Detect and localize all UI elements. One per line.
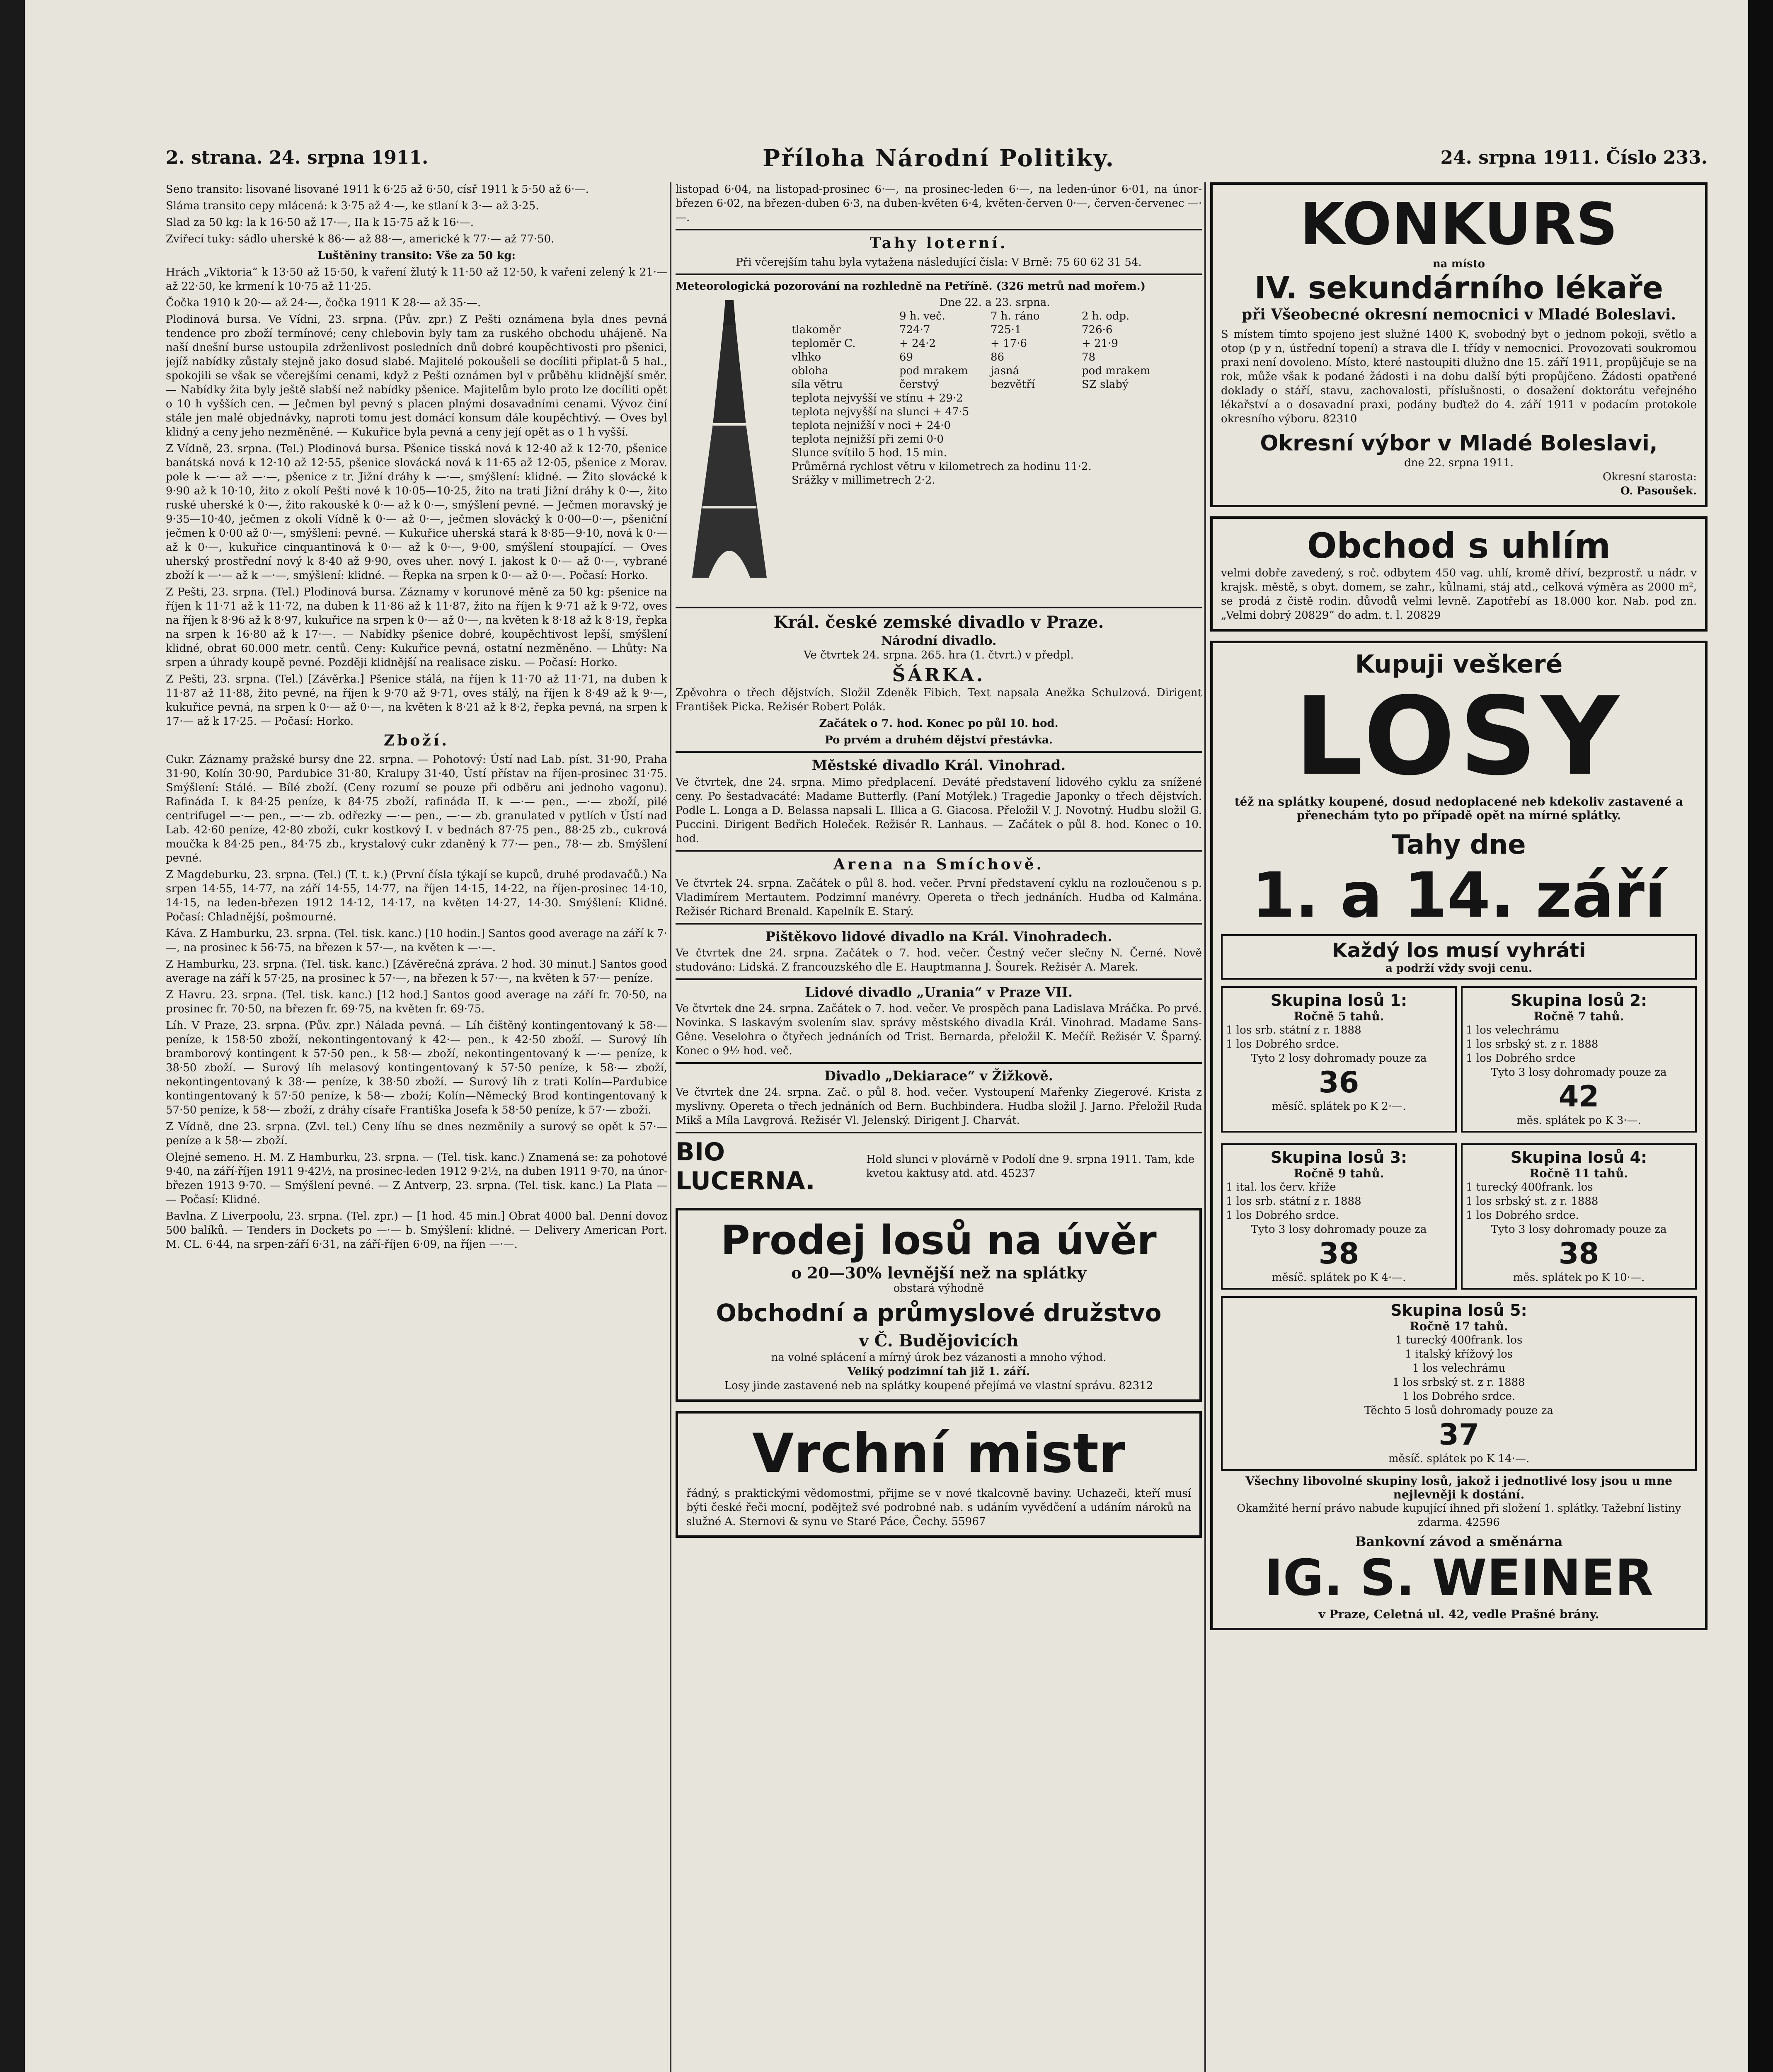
bio-name: BIO LUCERNA. [676, 1138, 815, 1196]
divider [676, 850, 1202, 852]
group-note: Tyto 2 losy dohromady pouze za [1251, 1052, 1427, 1065]
group-item: 1 los srbský st. z r. 1888 [1393, 1376, 1525, 1389]
weather-header-row [792, 310, 1198, 323]
weather-cell: 69 [899, 351, 913, 363]
weather-row [792, 351, 1198, 364]
column-market-reports [166, 182, 667, 2072]
theatre-start: Začátek o 7. hod. Konec po půl 10. hod. [819, 717, 1058, 730]
theatre-title: Divadlo „Dekiarace“ v Žižkově. [824, 1068, 1053, 1084]
paragraph: Z Havru. 23. srpna. (Tel. tisk. kanc.) [12 hod.] Santos good average na září fr. 70·50, na prosinec fr. 70·50, na březen fr. 69·75, na květen fr. 69·75. [166, 989, 667, 1015]
paragraph: Líh. V Praze, 23. srpna. (Pův. zpr.) Nálada pevná. — Líh čištěný kontingentovaný k 58·— peníze, k 158·50 zboží, nekontingentovaný k 42·— pen., k 42·50 zboží. — Surový líh bramborový kontingent k 57·50 pen., k 58·— zboží, nekontingentovaný k —·— peníze, k 38·50 zboží. — Surový líh melasový kontingentovaný k 57·50 peníze, k 58·— zboží, nekontingentovaný k 38·— peníze, k 38·50 zboží. — Surový líh z trati Kolín—Pardubice kontingentovaný k 57·50 peníze, k 58·— zboží; Kolín—Německý Brod kontingentovaný k 57·50 peníze, k 58·— zboží, z dráhy císaře Františka Josefa k 58·50 peníze, k 57·— zboží. [166, 1019, 667, 1116]
lottery-tickets-ad [1210, 641, 1708, 1630]
ad-line: Všechny libovolné skupiny losů, jakož i jednotlivé losy jsou u mne nejlevněji k dostání. [1245, 1474, 1672, 1501]
weather-extra: teplota nejnižší při zemi 0·0 [792, 433, 944, 445]
win-guarantee-box [1221, 934, 1697, 980]
bank-address: v Praze, Celetná ul. 42, vedle Prašné brány. [1318, 1607, 1599, 1621]
ad-line: Okamžité herní právo nabude kupující ihned při složení 1. splátky. Tažební listiny zdarma. 42596 [1236, 1502, 1681, 1529]
ad-title: LOSY [1294, 674, 1623, 799]
column-announcements [676, 182, 1202, 2072]
paragraph: Z Magdeburku, 23. srpna. (Tel.) (T. t. k.) (První čísla týkají se kupců, druhé prodavačů.) Na srpen 14·55, 14·77, na září 14·55, 14·77, na říjen 14·15, 14·22, na říjen-prosinec 14·10, 14·15, na leden-březen 1912 14·12, 14·17, na květen 14·27, 14·30. Smýšlení: Klidné. Počasí: Chladnější, pošmourné. [166, 869, 667, 923]
theatre-text: Ve čtvrtek dne 24. srpna. Zač. o půl 8. hod. večer. Vystoupení Mařenky Ziegerové. Krista z myslivny. Opereta o třech jednáních od Bern. Buchbindera. Hudba složil J. Jarno. Přeložil Ruda Mikš a Míla Lavgrová. Režisér Vl. Jelenský. Dirigent J. Charvát. [676, 1086, 1202, 1127]
weather-row-label: obloha [792, 365, 828, 377]
lottery-groups [1221, 983, 1697, 1293]
weather-col: 9 h. več. [899, 310, 945, 322]
ad-draw-date: 1. a 14. září [1252, 859, 1666, 932]
weather-extra: teplota nejnižší v noci + 24·0 [792, 419, 951, 432]
lottery-group [1461, 1143, 1697, 1290]
ad-draw-title: Tahy dne [1392, 830, 1526, 860]
group-draws: Ročně 5 tahů. [1293, 1009, 1384, 1023]
ad-title: KONKURS [1300, 191, 1618, 258]
weather-col: 7 h. ráno [991, 310, 1040, 322]
newspaper-page [25, 0, 1756, 2072]
weather-row-label: vlhko [792, 351, 821, 363]
header-right: 24. srpna 1911. Číslo 233. [1440, 147, 1708, 168]
group-install: měsíč. splátek po K 2·—. [1272, 1100, 1406, 1113]
weather-cell: 86 [991, 351, 1005, 363]
paragraph: Slad za 50 kg: la k 16·50 až 17·—, IIa k 15·75 až k 16·—. [166, 216, 474, 229]
paragraph: Z Vídně, 23. srpna. (Tel.) Plodinová bursa. Pšenice tisská nová k 12·40 až k 12·70, pšenice banátská nová k 12·10 až 12·55, pšenice slovácká nová k 11·65 až 12·05, pšenice z Morav. pole k —·— až —·—, pšenice z tr. Jižní dráhy k —·—, smýšlení: klidné. — Žito slovácké k 9·90 až k 10·10, žito z okolí Pešti nové k 10·05—10·25, žito na trati Jižní dráhy k 0·—, žito ruské uherské k 0·—, žito rakouské k 0·— až k 0·—, smýšlení pevné. — Ječmen moravský je 9·35—10·40, ječmen z okolí Vídně k 0·— až 0·—, ječmen slovácký k 0·00—0·—, pšeniční ječmen k 0·00 až 0·—, smýšlení: pevné. — Kukuřice uherská stará k 8·85—9·10, nová k 0·— až k 0·—, kukuřice cinquantinová k 0·— až k 0·—, 9·00, smýšlení stoupající. — Oves uherský prostřední nový k 8·40 až 9·90, oves uher. nový I. jakost k 0·— až 0·—, vybrané zboží k —·— až k —·—, smýšlení: klidné. — Řepka na srpen k 0·— až 0·—. Počasí: Horko. [166, 443, 667, 582]
job-ad [676, 1411, 1202, 1538]
weather-row [792, 337, 1198, 351]
weather-title: Meteorologická pozorování na rozhledně na Petříně. (326 metrů nad mořem.) [676, 280, 1146, 293]
group-item: 1 los Dobrého srdce. [1402, 1390, 1516, 1403]
group-draws: Ročně 11 tahů. [1529, 1167, 1628, 1180]
ad-text: S místem tímto spojeno jest služné 1400 K, svobodný byt o jednom pokoji, světlo a otop (p y n, ústřední topení) a strava dle I. třídy v nemocnici. Provozovati soukromou praxi není dovoleno. Místo, které nastoupiti dlužno dne 15. září 1911, propůjčuje se na rok, může však k podané žádosti i na dobu další býti propůjčeno. Žádosti opatřené doklady o stáří, stavu, zachovalosti, příslušnosti, o dosažení doktorátu veřejného lékařství a o dosavadní praxi, podány buďtež do 4. září 1911 v podacím protokole okresního výboru. 82310 [1221, 328, 1697, 425]
weather-cell: bezvětří [991, 378, 1035, 391]
lottery-title: Tahy loterní. [870, 235, 1008, 252]
ad-signature: Okresní výbor v Mladé Boleslavi, [1260, 431, 1658, 456]
paragraph: Hrách „Viktoria“ k 13·50 až 15·50, k vaření žlutý k 11·50 až 12·50, k vaření zelený k 21·— až 22·50, ke krmení k 10·75 až 11·25. [166, 266, 667, 293]
group-item: 1 los Dobrého srdce. [1466, 1209, 1579, 1222]
weather-row-label: tlakoměr [792, 324, 841, 336]
paragraph: Seno transito: lisované lisované 1911 k 6·25 až 6·50, císř 1911 k 5·50 až 6·—. [166, 183, 589, 196]
paragraph: Sláma transito cepy mlácená: k 3·75 až 4·—, ke stlaní k 3·— až 3·25. [166, 200, 539, 212]
divider [676, 229, 1202, 230]
group-install: měsíč. splátek po K 14·—. [1388, 1452, 1530, 1465]
ad-subtitle: IV. sekundárního lékaře [1254, 270, 1664, 306]
ad-line: a podrží vždy svoji cenu. [1385, 962, 1532, 975]
divider [676, 751, 1202, 753]
theatre-note: Po prvém a druhém dějství přestávka. [825, 734, 1053, 746]
weather-row [792, 323, 1198, 337]
group-install: měs. splátek po K 3·—. [1516, 1114, 1641, 1127]
lottery-group [1221, 1143, 1457, 1290]
ad-line: na místo [1432, 258, 1485, 270]
group-item: 1 turecký 400frank. los [1395, 1334, 1523, 1346]
divider [676, 1062, 1202, 1064]
weather-row [792, 378, 1198, 392]
weather-cell: + 24·2 [899, 337, 936, 350]
group-item: 1 los Dobrého srdce. [1226, 1209, 1339, 1222]
paragraph: Zvířecí tuky: sádlo uherské k 86·— až 88·—, americké k 77·— až 77·50. [166, 233, 555, 245]
group-item: 1 los velechrámu [1466, 1024, 1559, 1036]
paragraph: Bavlna. Z Liverpoolu, 23. srpna. (Tel. zpr.) — [1 hod. 45 min.] Obrat 4000 bal. Denní dovoz 500 balíků. — Tenders in Dockets po —·— b. Smýšlení: klidné. — Delivery American Port. M. CL. 6·44, na srpen-září 6·31, na září-říjen 6·09, na říjen —·—. [166, 1210, 667, 1251]
ad-text: řádný, s praktickými vědomostmi, přijme se v nové tkalcovně baviny. Uchazeči, kteří musí býti české řeči mocní, podějtež své podrobné nab. s udáním vyvědčení a udáním nároků na služné A. Sternovi & synu ve Staré Páce, Čechy. 55967 [686, 1487, 1191, 1528]
lottery-text: Při včerejším tahu byla vytažena následující čísla: V Brně: 75 60 62 31 54. [736, 256, 1142, 269]
weather-cell: + 17·6 [991, 337, 1027, 350]
theatre-text: Ve čtvrtek, dne 24. srpna. Mimo předplacení. Deváté představení lidového cyklu za snížené ceny. Po šestadvacáté: Madame Butterfly. (Paní Motýlek.) Tragedie Japonky o třech dějstvích. Podle L. Longa a D. Belassa napsali L. Illica a G. Giacosa. Přeložil V. J. Novotný. Hudbu složil G. Puccini. Dirigent Bedřich Holeček. Režisér R. Lanhaus. — Začátek o půl 8. hod. Konec o 10. hod. [676, 776, 1202, 845]
group-price: 36 [1318, 1065, 1359, 1099]
ad-date: dne 22. srpna 1911. [1404, 457, 1514, 469]
lottery-group [1221, 986, 1457, 1133]
ad-line: Každý los musí vyhráti [1332, 939, 1586, 962]
paragraph: Olejné semeno. H. M. Z Hamburku, 23. srpna. — (Tel. tisk. kanc.) Znamená se: za pohotové 9·40, na září-říjen 1911 9·42½, na prosinec-leden 1912 9·2½, na duben 1911 9·70, na únor-březen 1913 9·70. — Smýšlení pevné. — Z Antverp, 23. srpna. (Tel. tisk. kanc.) La Plata — — Počasí: Klidné. [166, 1151, 667, 1206]
weather-cell: SZ slabý [1082, 378, 1129, 391]
theatre-subtitle: Národní divadlo. [881, 634, 997, 648]
divider [676, 978, 1202, 980]
paragraph: Z Pešti, 23. srpna. (Tel.) [Závěrka.] Pšenice stálá, na říjen k 11·70 až 11·71, na duben k 11·87 až 11·88, žito pevné, na říjen k 9·70 až 9·71, oves stálý, na říjen k 8·49 až k 9·—, kukuřice pevná, na srpen k 0·— až 0·—, na květen k 8·21 až k 8·2, řepka pevná, na srpen k 17·— až k 17·25. — Počasí: Horko. [166, 673, 667, 728]
konkurs-ad [1210, 182, 1708, 507]
ad-line: o 20—30% levnější než na splátky [791, 1264, 1087, 1282]
ad-role: Okresní starosta: [1603, 471, 1697, 483]
ad-line: Losy jinde zastavené neb na splátky koupené přejímá ve vlastní správu. 82312 [724, 1380, 1153, 1392]
weather-cell: + 21·9 [1082, 337, 1118, 350]
theatre-text: Ve čtvrtek 24. srpna. Začátek o půl 8. hod. večer. První představení cyklu na rozloučenou s p. Vladimírem Mertautem. Podzimní manévry. Opereta o třech jednáních. Hudba od Kalmána. Režisér Richard Brenald. Kapelník E. Starý. [676, 877, 1202, 918]
weather-cell: pod mrakem [899, 365, 968, 377]
header-center: Příloha Národní Politiky. [763, 145, 1115, 172]
weather-row [792, 364, 1198, 378]
petrin-tower-icon [684, 292, 775, 582]
divider [676, 923, 1202, 925]
page-header [166, 147, 1708, 176]
group-note: Tyto 3 losy dohromady pouze za [1251, 1223, 1427, 1236]
ad-title: Obchod s uhlím [1307, 525, 1611, 566]
group-note: Tyto 3 losy dohromady pouze za [1491, 1066, 1667, 1079]
weather-cell: 726·6 [1082, 324, 1113, 336]
weather-cell: jasná [991, 365, 1020, 377]
ad-person: O. Pasoušek. [1620, 485, 1697, 497]
bio-text: Hold slunci v plovárně v Podolí dne 9. srpna 1911. Tam, kde kvetou kaktusy atd. atd. 45237 [866, 1153, 1195, 1180]
bank-name: IG. S. WEINER [1264, 1549, 1654, 1607]
weather-row-label: teploměr C. [792, 337, 856, 350]
ad-line: při Všeobecné okresní nemocnici v Mladé Boleslavi. [1242, 306, 1676, 323]
weather-extra: Průměrná rychlost větru v kilometrech za hodinu 11·2. [792, 460, 1092, 473]
lottery-group [1221, 1296, 1697, 1471]
weather-cell: pod mrakem [1082, 365, 1151, 377]
column-rule-1 [670, 182, 671, 2072]
group-item: 1 turecký 400frank. los [1466, 1181, 1593, 1193]
paragraph: listopad 6·04, na listopad-prosinec 6·—, na prosinec-leden 6·—, na leden-únor 6·01, na únor-březen 6·02, na březen-duben 6·3, na duben-květen 6·4, květen-červen 0·—, červen-červenec —·—. [676, 183, 1202, 224]
weather-cell: čerstvý [899, 378, 939, 391]
weather-row-label: síla větru [792, 378, 843, 391]
paragraph: Káva. Z Hamburku, 23. srpna. (Tel. tisk. kanc.) [10 hodin.] Santos good average na září k 7·—, na prosinec k 56·75, na březen k 57·—, na květen k —·—. [166, 927, 667, 954]
group-item: 1 los srb. státní z r. 1888 [1226, 1195, 1361, 1208]
paragraph: Z Pešti, 23. srpna. (Tel.) Plodinová bursa. Záznamy v korunové měně za 50 kg: pšenice na říjen k 11·71 až k 11·72, na duben k 11·86 až k 11·87, žito na říjen k 9·71 až k 9·72, oves na říjen k 8·96 až k 8·97, kukuřice na srpen k 0·— až 0·—, na květen k 8·18 až k 8·19, řepka na srpen k 16·80 až k 17·—. — Nabídky pšenice dobré, koupěchtivost lepší, smýšlení klidné, obrat 60.000 metr. centů. Ceny: Kukuřice pevná, ostatní nezměněno. — Lhůty: Na srpen a úhrady koupě pevné. Později klidnější na realisace zisku. — Počasí: Horko. [166, 586, 667, 669]
theatre-title: Pištěkovo lidové divadlo na Král. Vinohradech. [765, 929, 1112, 944]
group-draws: Ročně 9 tahů. [1293, 1167, 1384, 1180]
theatre-play-title: ŠÁRKA. [892, 665, 986, 686]
group-name: Skupina losů 3: [1270, 1148, 1407, 1167]
ad-title: Prodej losů na úvěr [721, 1217, 1157, 1264]
header-left: 2. strana. 24. srpna 1911. [166, 147, 429, 168]
theatre-text: Ve čtvrtek dne 24. srpna. Začátek o 7. hod. večer. Ve prospěch pana Ladislava Mráčka. Po prvé. Novinka. S laskavým svolením slav. správy městského divadla Král. Vinohrad. Madame Sans-Gêne. Veselohra o čtyřech jednáních od Trist. Bernarda, přeložil K. Mečíř. Režisér V. Šparný. Konec o 9½ hod. več. [676, 1002, 1202, 1057]
page-edge [1748, 0, 1773, 2072]
group-item: 1 los velechrámu [1412, 1362, 1506, 1375]
coal-business-ad [1210, 516, 1708, 632]
paragraph: Čočka 1910 k 20·— až 24·—, čočka 1911 K 28·— až 35·—. [166, 297, 481, 309]
section-title-zbozi: Zboží. [383, 732, 450, 749]
paragraph: Z Hamburku, 23. srpna. (Tel. tisk. kanc.) [Závěrečná zpráva. 2 hod. 30 minut.] Santos good average na září k 57·25, na prosinec k 57·—, na březen k 57·—, na květen k 57·— peníze. [166, 958, 667, 985]
bank-label: Bankovní závod a směnárna [1355, 1534, 1563, 1549]
group-item: 1 los srbský st. z r. 1888 [1466, 1038, 1599, 1051]
theatre-text: Zpěvohra o třech dějstvích. Složil Zdeněk Fibich. Text napsala Anežka Schulzová. Dirigent František Picka. Režisér Robert Polák. [676, 687, 1202, 713]
ad-line: též na splátky koupené, dosud nedoplacené neb kdekoliv zastavené a přenechám tyto po případě opět na mírné splátky. [1234, 795, 1683, 822]
paragraph: Plodinová bursa. Ve Vídni, 23. srpna. (Pův. zpr.) Z Pešti oznámena byla dnes pevná tendence pro zboží termínové; ceny chlebovin byly tam za ruského obchodu uhájeně. Na naší dnešní burse ustoupila zdrženlivost posledních dnů dobré koupěchtivosti pro pšenici, jejíž nabídky zůstaly stejně jako dosud slabé. Majitelé pokoušeli se docíliti připlat-ů 5 hal., spokojili se však se včerejšími cenami, když z Pešti oznámen byl v průběhu klidnější směr. — Nabídky žita byly ještě slabší než nabídky pšenice. Majitelům bylo proto lze docíliti opět o 10 h vyšších cen. — Ječmen byl pevný s placen plnými dosavadními cenami. Vývoz činí stále jen malé objednávky, naproti tomu jest domácí konsum dále koupěchtivý. — Oves byl klidný a ceny jeho nezměněné. — Kukuřice byla pevná a ceny její opět as o 1 h vyšší. [166, 313, 667, 438]
theatre-title: Arena na Smíchově. [833, 856, 1044, 873]
group-price: 38 [1558, 1237, 1599, 1271]
group-install: měsíč. splátek po K 4·—. [1272, 1271, 1406, 1284]
column-advertisements [1210, 182, 1708, 2072]
weather-col: 2 h. odp. [1082, 310, 1130, 322]
divider [676, 274, 1202, 275]
bio-lucerna-ad [676, 1138, 1202, 1196]
group-draws: Ročně 7 tahů. [1533, 1009, 1624, 1023]
group-item: 1 los srb. státní z r. 1888 [1226, 1024, 1361, 1036]
group-item: 1 los srbský st. z r. 1888 [1466, 1195, 1599, 1208]
weather-cell: 725·1 [991, 324, 1022, 336]
group-item: 1 los Dobrého srdce. [1226, 1038, 1339, 1051]
group-item: 1 los Dobrého srdce [1466, 1052, 1576, 1065]
weather-report [676, 279, 1202, 603]
ad-line: obstará výhodně [893, 1282, 984, 1295]
weather-extra: teplota nejvyšší ve stínu + 29·2 [792, 392, 963, 404]
ad-company: Obchodní a průmyslové družstvo [716, 1299, 1162, 1327]
ad-line: Veliký podzimní tah již 1. září. [847, 1365, 1030, 1378]
ad-line: Kupuji veškeré [1355, 650, 1563, 679]
group-name: Skupina losů 4: [1510, 1148, 1647, 1167]
group-name: Skupina losů 2: [1510, 991, 1647, 1009]
ad-title: Vrchní mistr [752, 1422, 1126, 1485]
group-draws: Ročně 17 tahů. [1410, 1319, 1508, 1333]
theatre-title: Městské divadlo Král. Vinohrad. [811, 757, 1066, 774]
divider [676, 607, 1202, 608]
ad-city: v Č. Budějovicích [859, 1331, 1019, 1351]
group-price: 37 [1439, 1418, 1479, 1452]
group-note: Tyto 3 losy dohromady pouze za [1491, 1223, 1667, 1236]
loan-lottery-ad [676, 1208, 1202, 1402]
divider [676, 1132, 1202, 1133]
weather-cell: 724·7 [899, 324, 930, 336]
theatre-title: Lidové divadlo „Urania“ v Praze VII. [805, 984, 1073, 1000]
theatre-title: Král. české zemské divadlo v Praze. [773, 612, 1104, 632]
group-price: 42 [1558, 1080, 1599, 1113]
ad-text: velmi dobře zavedený, s roč. odbytem 450 vag. uhlí, kromě dříví, bezprostř. u nádr. v krajsk. městě, s obyt. domem, se zahr., kůlnami, stáj atd., celková výměra as 2000 m², se prodá z čistě rodin. důvodů velmi levně. Zapotřebí as 18.000 kor. Nab. pod zn. „Velmi dobrý 20829“ do adm. t. l. 20829 [1221, 567, 1697, 622]
weather-extra: Slunce svítilo 5 hod. 15 min. [792, 447, 947, 459]
theatre-text: Ve čtvrtek dne 24. srpna. Začátek o 7. hod. večer. Čestný večer slečny N. Černé. Nově studováno: Lidská. Z francouzského dle E. Hauptmanna J. Šourek. Režisér A. Marek. [676, 947, 1202, 973]
column-rule-2 [1204, 182, 1206, 2072]
group-item: 1 italský křížový los [1405, 1348, 1513, 1360]
group-note: Těchto 5 losů dohromady pouze za [1364, 1404, 1553, 1417]
weather-dates: Dne 22. a 23. srpna. [939, 296, 1050, 309]
paragraph: Luštěniny transito: Vše za 50 kg: [317, 249, 516, 262]
group-price: 38 [1318, 1237, 1359, 1271]
group-name: Skupina losů 1: [1270, 991, 1407, 1009]
weather-table [792, 296, 1198, 487]
weather-extra: Srážky v millimetrech 2·2. [792, 474, 935, 487]
ad-line: na volné splácení a mírný úrok bez vázanosti a mnoho výhod. [771, 1351, 1107, 1364]
weather-extra: teplota nejvyšší na slunci + 47·5 [792, 406, 969, 418]
group-item: 1 ital. los červ. kříže [1226, 1181, 1336, 1193]
paragraph: Z Vídně, dne 23. srpna. (Zvl. tel.) Ceny líhu se dnes nezměnily a surový se opět k 57·— peníze a k 58·— zboží. [166, 1121, 667, 1147]
lottery-group [1461, 986, 1697, 1133]
group-name: Skupina losů 5: [1390, 1301, 1527, 1319]
weather-cell: 78 [1082, 351, 1096, 363]
theatre-date: Ve čtvrtek 24. srpna. 265. hra (1. čtvrt.) v předpl. [804, 649, 1074, 661]
paragraph: Cukr. Záznamy pražské bursy dne 22. srpna. — Pohotový: Ústí nad Lab. píst. 31·90, Praha 31·90, Kolín 30·90, Pardubice 31·80, Kralupy 31·40, Ústí přístav na říjen-prosinec 31·75. Smýšlení: Stálé. — Bílé zboží. (Ceny rozumí se pouze při odběru ani jednoho vagonu). Rafináda I. k 84·25 peníze, k 84·75 zboží, rafináda II. k —·— pen., —·— zboží, pilé centrifugel —·— pen., —·— zb. odřezky —·— pen., —·— zb. granulated v pytlích v Ústí nad Lab. 42·60 peníze, 42·80 zboží, cukr kostkový I. v bednách 87·75 pen., 88·25 zb., cukrová moučka k 84·25 pen., 84·75 zb., krystalový cukr zdaněný k 77·— pen., 78·— zb. Smýšlení pevné. [166, 753, 667, 864]
group-install: měs. splátek po K 10·—. [1513, 1271, 1645, 1284]
